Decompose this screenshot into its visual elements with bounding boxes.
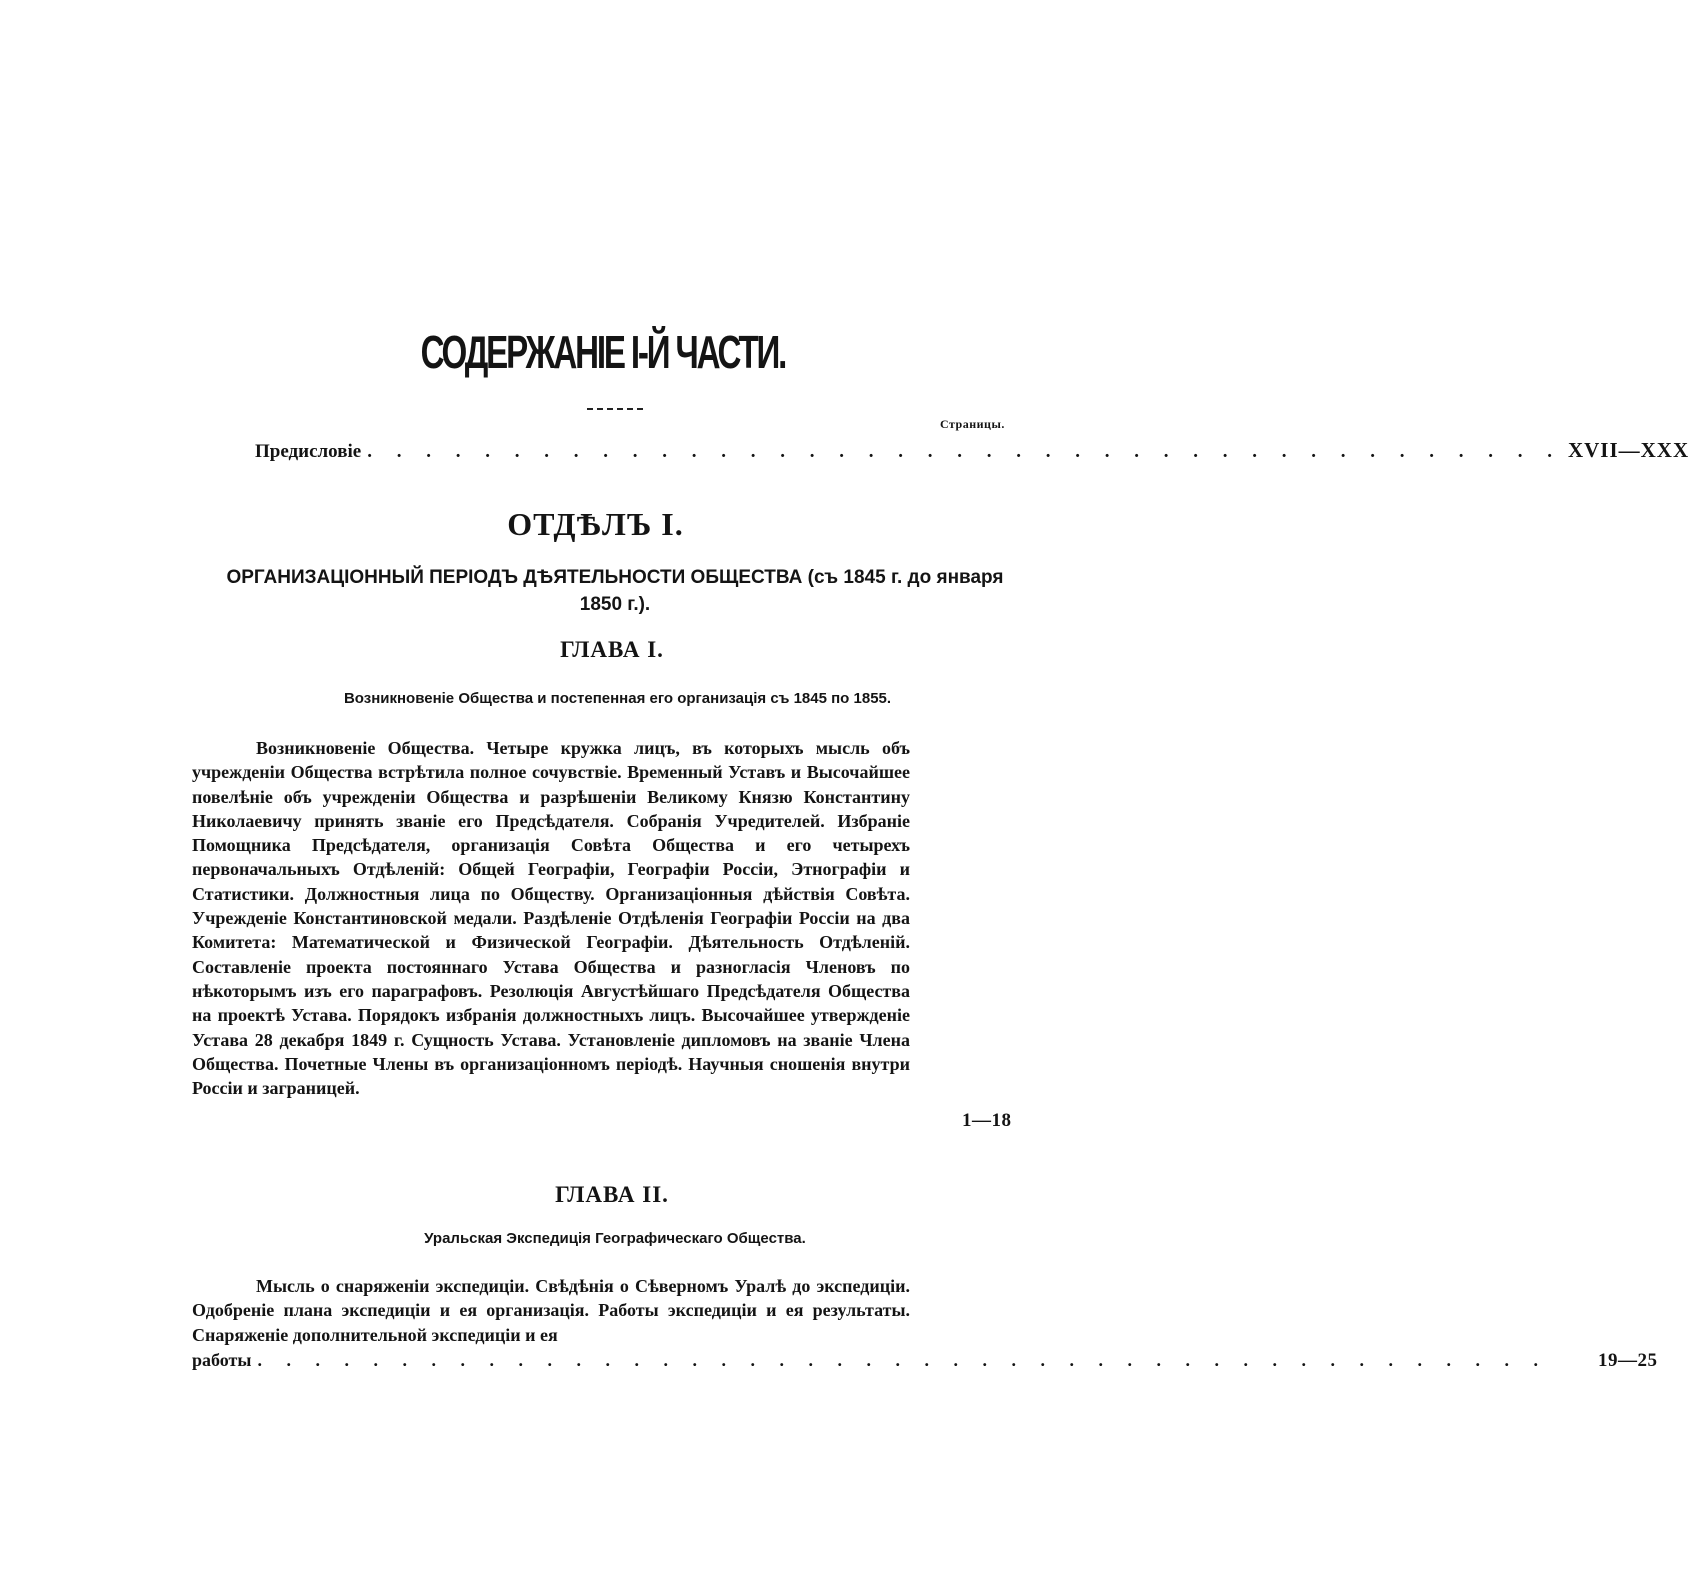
toc-entry-pages[interactable]: 1—18 bbox=[962, 1110, 1012, 1131]
summary-indent bbox=[192, 738, 256, 758]
chapter-summary bbox=[192, 1274, 910, 1347]
page-title: СОДЕРЖАНІЕ І-Й ЧАСТИ. bbox=[420, 326, 786, 378]
pages-column-label: Страницы. bbox=[940, 417, 1005, 431]
chapter-subtitle: Уральская Экспедиція Географическаго Общества. bbox=[424, 1230, 806, 1247]
chapter-heading: ГЛАВА II. bbox=[555, 1182, 669, 1207]
toc-entry-label: Предисловіе bbox=[255, 441, 362, 462]
chapter-subtitle: Возникновеніе Общества и постепенная его организація съ 1845 по 1855. bbox=[343, 690, 892, 707]
section-subtitle: ОРГАНИЗАЦІОННЫЙ ПЕРІОДЪ ДѢЯТЕЛЬНОСТИ ОБЩЕСТВА (съ 1845 г. до января 1850 г.). bbox=[226, 567, 1004, 615]
summary-text: Возникновеніе Общества. Четыре кружка лицъ, въ которыхъ мысль объ учрежденіи Общества встрѣтила полное сочувствіе. Временный Уставъ и Высочайшее повелѣніе объ учрежденіи Общества и разрѣшеніи Великому Князю Константину Николаевичу принять званіе его Предсѣдателя. Собранія Учредителей. Избраніе Помощника Предсѣдателя, организація Совѣта Общества и его четырехъ первоначальныхъ Отдѣленій: Общей Географіи, Географіи Россіи, Этнографіи и Статистики. Должностныя лица по Обществу. Организаціонныя дѣйствія Совѣта. Учрежденіе Константиновской медали. Раздѣленіе Отдѣленія Географіи Россіи на два Комитета: Математической и Физической Географіи. Дѣятельность Отдѣленій. Составленіе проекта постояннаго Устава Общества и разногласія Членовъ по нѣкоторымъ изъ его параграфовъ. Резолюція Августѣйшаго Предсѣдателя Общества на проектѣ Устава. Порядокъ избранія должностныхъ лицъ. Высочайшее утвержденіе Устава 28 декабря 1849 г. Сущность Устава. Установленіе дипломовъ на званіе Члена Общества. Почетные Члены въ организаціонномъ періодѣ. Научныя сношенія внутри Россіи и заграницей. bbox=[192, 738, 910, 1099]
toc-entry-pages: XVII—XXX bbox=[1567, 438, 1689, 462]
toc-entry-preface[interactable] bbox=[255, 438, 1689, 463]
summary-indent bbox=[192, 1276, 256, 1296]
toc-entry-last-line[interactable] bbox=[192, 1350, 1658, 1372]
toc-entry-pages: 19—25 bbox=[1597, 1350, 1658, 1371]
dot-leader: . . . . . . . . . . . . . . . . . . . . . . . . . . . . . . . . . . . . . . . . . bbox=[367, 441, 1562, 462]
dot-leader: . . . . . . . . . . . . . . . . . . . . . . . . . . . . . . . . . . . . . . . . . . . . . bbox=[257, 1350, 1548, 1370]
chapter-heading: ГЛАВА I. bbox=[560, 637, 664, 662]
section-heading: ОТДѢЛЪ І. bbox=[507, 506, 684, 542]
chapter-summary bbox=[192, 736, 910, 1100]
summary-last-word: работы bbox=[192, 1350, 252, 1370]
summary-text: Мысль о снаряженіи экспедиціи. Свѣдѣнія о Сѣверномъ Уралѣ до экспедиціи. Одобреніе плана экспедиціи и ея организація. Работы экспедиціи и ея результаты. Снаряженіе дополнительной экспедиціи и ея bbox=[192, 1276, 910, 1345]
title-divider bbox=[587, 408, 643, 410]
